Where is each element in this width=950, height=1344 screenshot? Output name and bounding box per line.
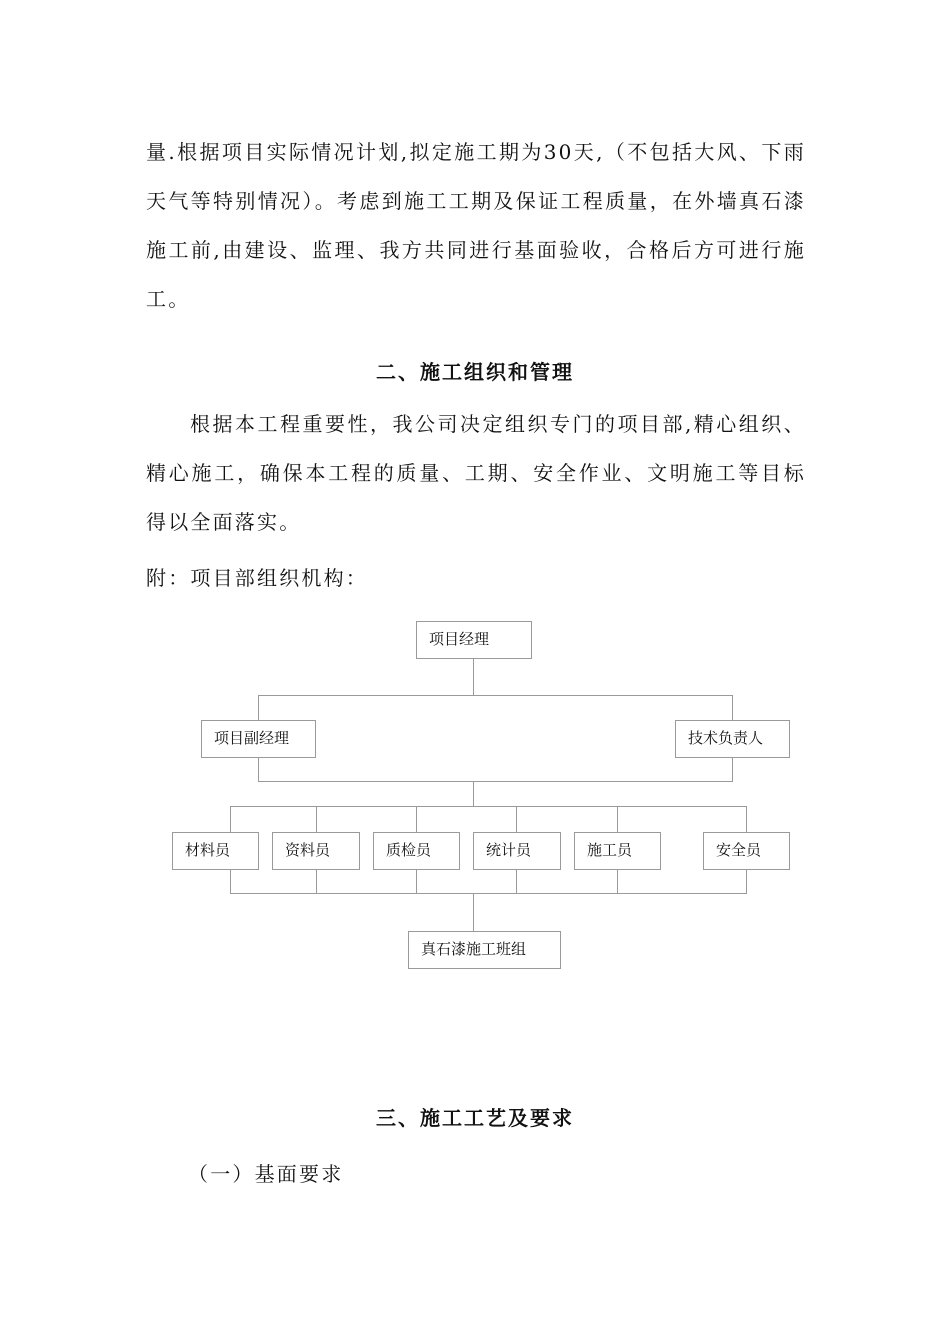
connector-line: [258, 695, 733, 696]
connector-line: [617, 869, 618, 894]
connector-line: [473, 893, 474, 932]
connector-line: [732, 695, 733, 721]
connector-line: [516, 806, 517, 833]
org-chart-caption: 附：项目部组织机构：: [146, 566, 368, 590]
connector-line: [258, 781, 733, 782]
org-box-construction-officer: 施工员: [574, 832, 661, 870]
section-2-paragraph: 根据本工程重要性，我公司决定组织专门的项目部,精心组织、精心施工，确保本工程的质量、工期、安全作业、文明施工等目标得以全面落实。: [146, 412, 806, 534]
org-box-paint-crew: 真石漆施工班组: [408, 931, 561, 969]
connector-line: [258, 695, 259, 721]
subsection-title: （一）基面要求: [188, 1162, 344, 1186]
connector-line: [230, 893, 747, 894]
connector-line: [230, 869, 231, 894]
connector-line: [230, 806, 747, 807]
org-box-statistician: 统计员: [473, 832, 561, 870]
org-box-documents-clerk: 资料员: [272, 832, 360, 870]
connector-line: [258, 757, 259, 782]
connector-line: [230, 806, 231, 833]
connector-line: [732, 757, 733, 782]
connector-line: [746, 869, 747, 894]
org-box-project-manager: 项目经理: [416, 621, 532, 659]
org-box-deputy-manager: 项目副经理: [201, 720, 316, 758]
intro-paragraph: 量.根据项目实际情况计划,拟定施工期为30天,（不包括大风、下雨天气等特别情况）。考虑到施工工期及保证工程质量，在外墙真石漆施工前,由建设、监理、我方共同进行基面验收，合格后方可进行施工。: [146, 140, 806, 311]
connector-line: [473, 658, 474, 695]
connector-line: [416, 869, 417, 894]
connector-line: [416, 806, 417, 833]
connector-line: [316, 806, 317, 833]
connector-line: [617, 806, 618, 833]
connector-line: [516, 869, 517, 894]
connector-line: [316, 869, 317, 894]
section-2-title: 二、施工组织和管理: [376, 360, 574, 384]
org-box-materials-clerk: 材料员: [172, 832, 259, 870]
section-3-title: 三、施工工艺及要求: [376, 1106, 574, 1130]
org-box-safety-officer: 安全员: [703, 832, 790, 870]
org-box-technical-lead: 技术负责人: [675, 720, 790, 758]
org-box-quality-inspector: 质检员: [373, 832, 460, 870]
connector-line: [746, 806, 747, 833]
connector-line: [473, 781, 474, 807]
